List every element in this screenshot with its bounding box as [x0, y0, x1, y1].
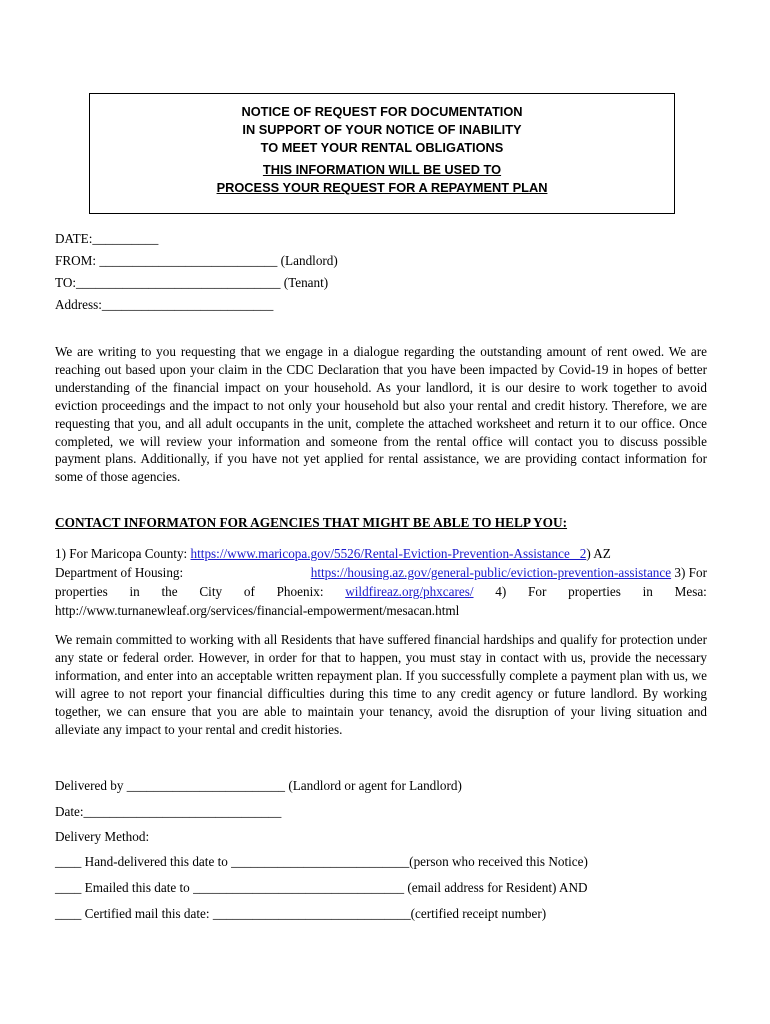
- title-line-1: NOTICE OF REQUEST FOR DOCUMENTATION: [241, 104, 523, 119]
- hand-delivered-field: ____ Hand-delivered this date to ___________________________(person who received this Notice): [55, 854, 588, 869]
- word: in: [642, 584, 653, 599]
- title-line-3: TO MEET YOUR RENTAL OBLIGATIONS: [260, 140, 504, 155]
- word: For: [528, 584, 547, 599]
- certified-mail-field: ____ Certified mail this date: ______________________________(certified receipt number): [55, 906, 547, 921]
- word: City: [199, 584, 223, 599]
- mesa-link-text[interactable]: http://www.turnanewleaf.org/services/financial-empowerment/mesacan.html: [55, 603, 460, 618]
- from-field: FROM: ___________________________ (Landlord): [55, 253, 338, 268]
- contact-line-2: [55, 564, 707, 581]
- word: properties: [568, 584, 621, 599]
- contact-line-1: [55, 545, 707, 562]
- title-line-2: IN SUPPORT OF YOUR NOTICE OF INABILITY: [242, 122, 522, 137]
- contact-line-1-suffix: ) AZ: [586, 546, 611, 561]
- intro-paragraph: We are writing to you requesting that we engage in a dialogue regarding the outstanding amount of rent owed. We are reaching out based upon your claim in the CDC Declaration that you have been impacted by Covid-19 in hopes of better understanding of the financial impact on your household. As your landlord, it is our desire to work together to avoid eviction proceedings and the impact to not only your household but also your rental and credit history. Therefore, we are requesting that you, and all adult occupants in the unit, complete the attached worksheet and return it to our office. Once completed, we will review your information and someone from the rental office will contact you to discuss possible payment plans. Additionally, if you have not yet applied for rental assistance, we are providing contact information for some of those agencies.: [55, 344, 707, 485]
- commitment-paragraph: We remain committed to working with all Residents that have suffered financial hardships and qualify for protection under any state or federal order. However, in order for that to happen, you must stay in contact with us, provide the necessary information, and enter into an acceptable written repayment plan. If you successfully complete a payment plan with us, we will agree to not report your financial difficulties during this time to any credit agency or future landlord. By working together, we can ensure that you are able to maintain your tenancy, avoid the disruption of your living situation and alleviate any impact to your rental and credit histories.: [55, 632, 707, 737]
- date-field: DATE:__________: [55, 231, 159, 246]
- maricopa-link[interactable]: https://www.maricopa.gov/5526/Rental-Eviction-Prevention-Assistance 2: [190, 546, 587, 561]
- contact-line-2-suffix: 3) For: [671, 565, 707, 580]
- address-field: Address:__________________________: [55, 297, 274, 312]
- contact-heading: CONTACT INFORMATON FOR AGENCIES THAT MIGHT BE ABLE TO HELP YOU:: [55, 515, 568, 530]
- az-housing-link[interactable]: https://housing.az.gov/general-public/eviction-prevention-assistance: [310, 565, 672, 580]
- word: in: [129, 584, 140, 599]
- notice-title-box: [89, 93, 675, 214]
- to-field: TO:_______________________________ (Tenant): [55, 275, 329, 290]
- delivered-by-field: Delivered by ________________________ (Landlord or agent for Landlord): [55, 778, 462, 793]
- title-line-4: THIS INFORMATION WILL BE USED TO: [262, 162, 502, 177]
- delivery-method-label: Delivery Method:: [55, 829, 150, 844]
- delivery-date-field: Date:______________________________: [55, 804, 282, 819]
- word: the: [161, 584, 178, 599]
- word: Mesa:: [674, 584, 707, 599]
- word: Phoenix:: [276, 584, 324, 599]
- contact-line-1-prefix: 1) For Maricopa County:: [55, 546, 191, 561]
- phoenix-link[interactable]: wildfireaz.org/phxcares/: [345, 584, 474, 599]
- contact-line-2-prefix: Department of Housing:: [55, 565, 184, 580]
- contact-line-3: [55, 583, 707, 600]
- word: properties: [55, 584, 108, 599]
- word: of: [243, 584, 255, 599]
- emailed-field: ____ Emailed this date to ________________________________ (email address for Resident) AND: [55, 880, 588, 895]
- title-line-5: PROCESS YOUR REQUEST FOR A REPAYMENT PLAN: [216, 180, 548, 195]
- word: 4): [495, 584, 507, 599]
